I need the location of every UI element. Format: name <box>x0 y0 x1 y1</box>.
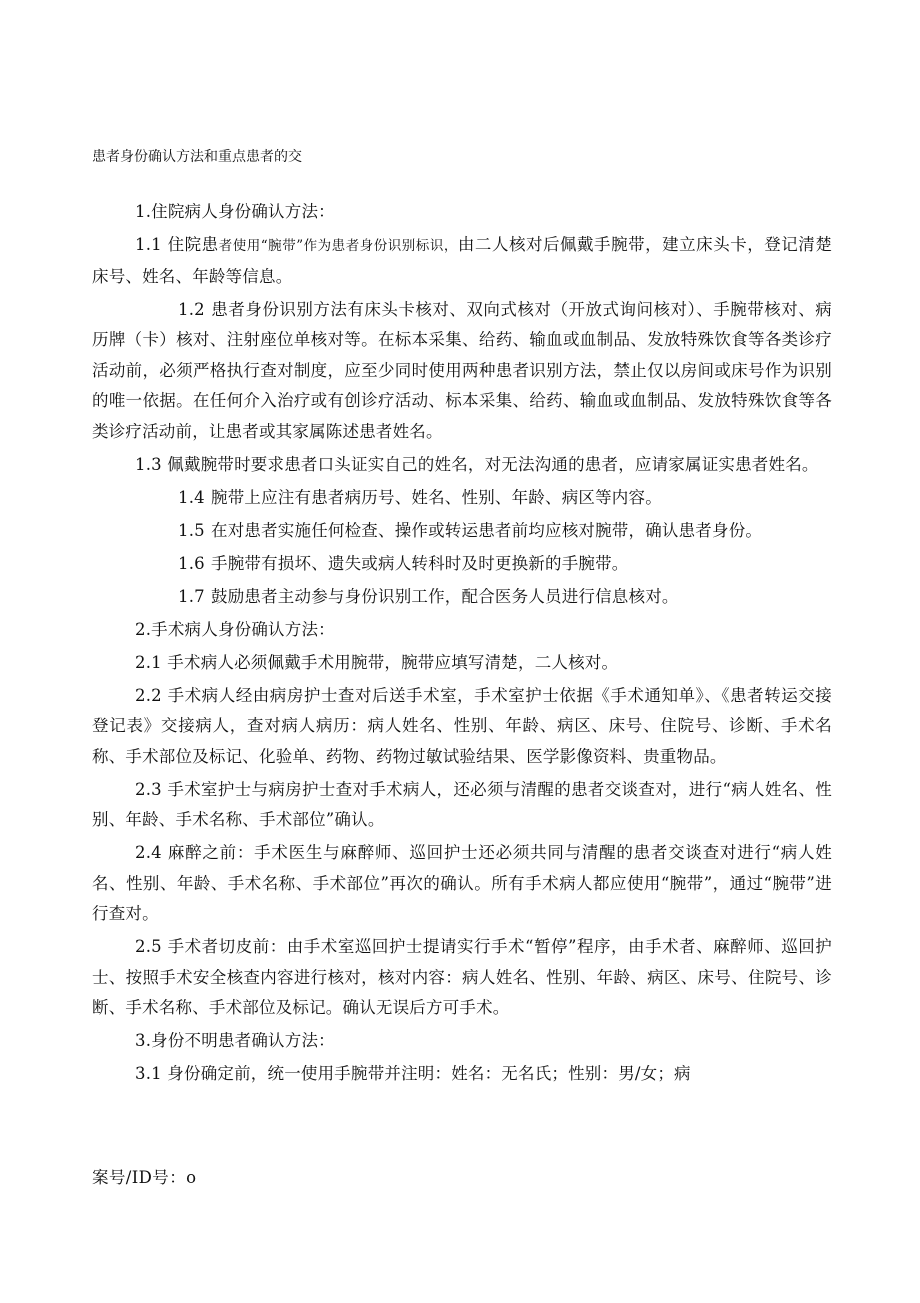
paragraph-text: 麻醉之前：手术医生与麻醉师、巡回护士还必须共同与清醒的患者交谈查对进行“病人姓名、性别、年龄、手术名称、手术部位”再次的确认。所有手术病人都应使用“腕带”，通过“腕带”进行查对。 <box>92 843 832 923</box>
section-text: .住院病人身份确认方法： <box>145 202 335 221</box>
paragraph-2-3 <box>92 775 832 836</box>
paragraph-1-4 <box>92 483 832 514</box>
paragraph-text: 手术病人必须佩戴手术用腕带，腕带应填写清楚，二人核对。 <box>161 652 619 672</box>
paragraph-1-2 <box>92 295 832 448</box>
section-number: 3 <box>135 1031 146 1050</box>
section-number: 3.1 <box>135 1064 162 1083</box>
document-title: 患者身份确认方法和重点患者的交 <box>92 149 302 165</box>
paragraph-1-6 <box>92 549 832 580</box>
paragraph-1-1 <box>92 230 832 292</box>
section-number: 1.6 <box>178 553 205 573</box>
section-text: .手术病人身份确认方法： <box>145 619 335 639</box>
paragraph-text: 手腕带有损坏、遗失或病人转科时及时更换新的手腕带。 <box>211 553 629 573</box>
paragraph-text: 手术室护士与病房护士查对手术病人，还必须与清醒的患者交谈查对，进行“病人姓名、性别、年龄、手术名称、手术部位”确认。 <box>92 779 832 829</box>
section-text: .身份不明患者确认方法： <box>145 1031 335 1050</box>
paragraph-text: 腕带上应注有患者病历号、姓名、性别、年龄、病区等内容。 <box>211 487 662 507</box>
paragraph-prefix: 住院患 <box>161 235 219 254</box>
paragraph-1-7 <box>92 582 832 613</box>
section-number: 2 <box>135 619 146 639</box>
paragraph-1-5 <box>92 516 832 547</box>
paragraph-text: 患者身份识别方法有床头卡核对、双向式核对（开放式询问核对）、手腕带核对、病历牌（卡）核对、注射座位单核对等。在标本采集、给药、输血或血制品、发放特殊饮食等各类诊疗活动前，必须严格执行查对制度，应至少同时使用两种患者识别方法，禁止仅以房间或床号作为识别的唯一依据。在任何介入治疗或有创诊疗活动、标本采集、给药、输血或血制品、发放特殊饮食等各类诊疗活动前，让患者或其家属陈述患者姓名。 <box>92 299 832 441</box>
section-number: 1.1 <box>135 235 162 254</box>
paragraph-text: 鼓励患者主动参与身份识别工作，配合医务人员进行信息核对。 <box>211 586 679 606</box>
section-number: 1.7 <box>178 586 205 606</box>
section-number: 2.1 <box>135 652 162 672</box>
section-number: 1.4 <box>178 487 205 507</box>
section-number: 2.2 <box>135 685 162 705</box>
section-number: 2.3 <box>135 779 162 799</box>
paragraph-text: 手术者切皮前：由手术室巡回护士提请实行手术“暂停”程序，由手术者、麻醉师、巡回护士、按照手术安全核查内容进行核对，核对内容：病人姓名、性别、年龄、病区、床号、住院号、诊断、手术名称、手术部位及标记。确认无误后方可手术。 <box>92 937 832 1017</box>
section-number: 2.4 <box>135 843 162 862</box>
section-number: 2.5 <box>135 937 162 956</box>
section-heading-1 <box>92 197 832 228</box>
paragraph-2-1 <box>92 648 832 679</box>
section-number: 1.2 <box>178 299 205 319</box>
section-number: 1 <box>135 202 146 221</box>
paragraph-text: 身份确定前，统一使用手腕带并注明：姓名：无名氏；性别：男/女；病 <box>161 1064 691 1083</box>
section-number: 1.3 <box>135 454 162 474</box>
paragraph-text: 佩戴腕带时要求患者口头证实自己的姓名，对无法沟通的患者，应请家属证实患者姓名。 <box>161 454 819 474</box>
paragraph-small-text: 者使用“腕带”作为患者身份识别标识， <box>218 238 458 254</box>
paragraph-1-3 <box>92 450 832 481</box>
paragraph-text: 手术病人经由病房护士查对后送手术室，手术室护士依据《手术通知单》、《患者转运交接登记表》交接病人，查对病人病历：病人姓名、性别、年龄、病区、床号、住院号、诊断、手术名称、手术部位及标记、化验单、药物、药物过敏试验结果、医学影像资料、贵重物品。 <box>92 685 832 766</box>
paragraph-2-2 <box>92 681 832 773</box>
section-heading-2 <box>92 615 832 646</box>
paragraph-3-1 <box>92 1059 832 1090</box>
paragraph-2-4 <box>92 838 832 930</box>
section-number: 1.5 <box>178 520 205 540</box>
paragraph-2-5 <box>92 932 832 1024</box>
section-heading-3 <box>92 1026 832 1057</box>
case-number-line: 案号/ID号：o <box>92 1168 197 1187</box>
paragraph-text: 在对患者实施任何检查、操作或转运患者前均应核对腕带，确认患者身份。 <box>211 520 763 540</box>
paragraph-text: 由二人核对后佩戴手腕带，建立床头卡，登记清楚床号、姓名、年龄等信息。 <box>92 235 833 286</box>
document-body <box>92 197 832 1092</box>
